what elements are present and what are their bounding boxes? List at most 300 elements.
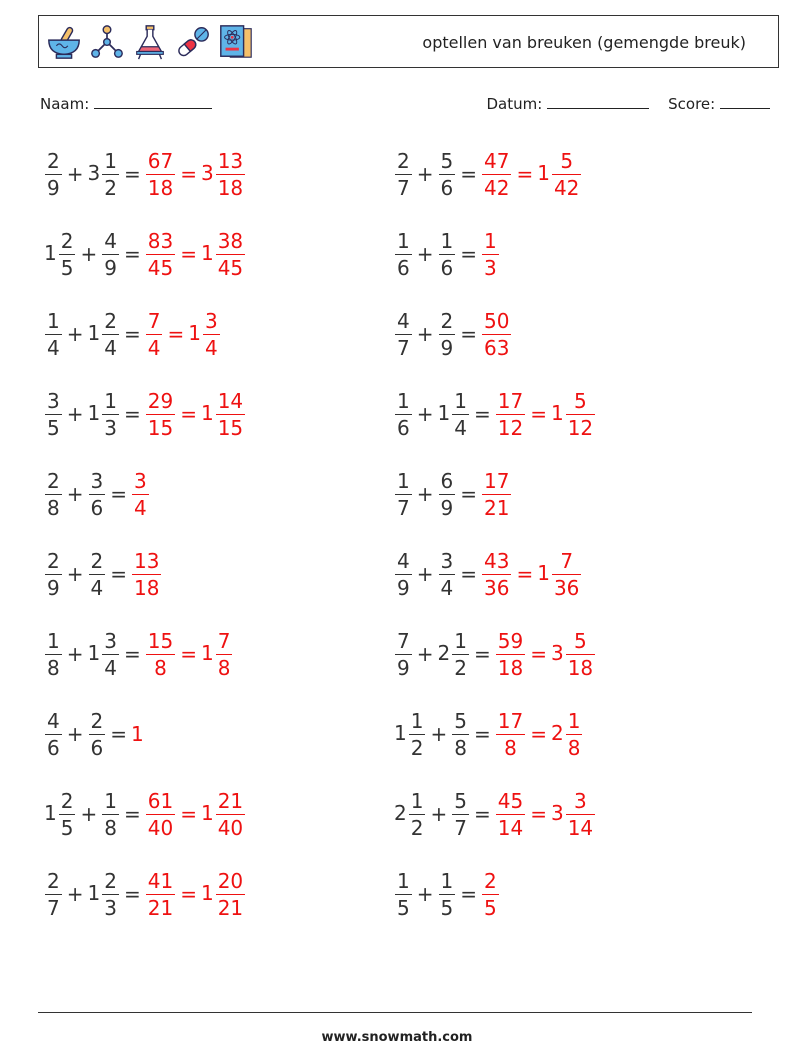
denominator: 21 xyxy=(217,895,244,920)
fraction xyxy=(45,708,62,760)
worksheet-title: optellen van breuken (gemengde breuk) xyxy=(422,33,746,52)
answer xyxy=(131,722,145,746)
denominator: 6 xyxy=(90,735,104,760)
problem-item xyxy=(44,464,150,524)
plus-sign: + xyxy=(66,562,84,586)
fraction xyxy=(496,788,525,840)
answer-improper xyxy=(145,228,176,280)
denominator: 36 xyxy=(553,575,580,600)
answer-equals-sign: = xyxy=(180,402,197,426)
fraction xyxy=(146,868,175,920)
denominator: 40 xyxy=(217,815,244,840)
answer-equals-sign: = xyxy=(530,402,547,426)
numerator: 4 xyxy=(104,228,117,253)
fraction xyxy=(45,628,62,680)
numerator: 3 xyxy=(204,308,218,333)
denominator: 9 xyxy=(397,655,410,680)
fraction xyxy=(482,148,511,200)
numerator: 2 xyxy=(47,548,60,573)
answer-improper xyxy=(481,868,500,920)
answer xyxy=(145,228,246,280)
addend-1 xyxy=(394,628,413,680)
fraction xyxy=(216,788,245,840)
fraction xyxy=(102,228,119,280)
numerator: 50 xyxy=(484,308,510,333)
addend-1 xyxy=(44,708,63,760)
addend-2 xyxy=(438,228,457,280)
answer-mixed xyxy=(537,548,582,600)
addend-1 xyxy=(44,148,63,200)
fraction xyxy=(395,148,412,200)
fraction xyxy=(45,308,62,360)
answer xyxy=(495,628,596,680)
name-blank[interactable] xyxy=(94,95,212,109)
fraction xyxy=(439,548,456,600)
equals-sign: = xyxy=(123,642,141,666)
fraction xyxy=(452,788,469,840)
whole-number: 1 xyxy=(87,320,101,345)
denominator: 2 xyxy=(410,735,424,760)
addend-2 xyxy=(101,228,120,280)
answer-mixed xyxy=(200,788,246,840)
answer xyxy=(495,708,584,760)
answer-mixed xyxy=(550,628,596,680)
fraction xyxy=(45,548,62,600)
fraction xyxy=(496,388,525,440)
problem-item xyxy=(44,224,246,284)
answer-improper xyxy=(481,468,512,520)
numerator: 38 xyxy=(217,228,244,253)
date-score-fields xyxy=(486,95,770,113)
addend-2 xyxy=(451,708,470,760)
answer xyxy=(131,468,150,520)
numerator: 29 xyxy=(147,388,174,413)
problem-item xyxy=(44,384,246,444)
denominator: 7 xyxy=(397,175,410,200)
addend-1 xyxy=(44,868,63,920)
denominator: 63 xyxy=(484,335,510,360)
fraction xyxy=(566,708,583,760)
answer xyxy=(481,308,512,360)
numerator: 1 xyxy=(567,708,581,733)
numerator: 3 xyxy=(47,388,60,413)
problem-item xyxy=(394,464,512,524)
answer-improper xyxy=(145,388,176,440)
answer xyxy=(145,868,246,920)
answer xyxy=(145,388,246,440)
fraction xyxy=(496,708,525,760)
numerator: 45 xyxy=(497,788,524,813)
answer-mixed xyxy=(200,868,246,920)
numerator: 1 xyxy=(47,308,60,333)
denominator: 4 xyxy=(104,655,117,680)
answer-equals-sign: = xyxy=(167,322,185,346)
plus-sign: + xyxy=(416,482,434,506)
fraction xyxy=(45,148,62,200)
denominator: 8 xyxy=(154,655,167,680)
answer xyxy=(481,548,582,600)
addend-1 xyxy=(394,708,426,760)
footer-url: www.snowmath.com xyxy=(321,1030,473,1045)
denominator: 45 xyxy=(217,255,244,280)
fraction xyxy=(439,148,456,200)
addend-2 xyxy=(451,788,470,840)
equals-sign: = xyxy=(123,322,141,346)
fraction xyxy=(216,388,245,440)
numerator: 7 xyxy=(147,308,161,333)
fraction xyxy=(496,628,525,680)
denominator: 18 xyxy=(497,655,524,680)
answer-equals-sign: = xyxy=(516,562,534,586)
denominator: 9 xyxy=(397,575,410,600)
numerator: 7 xyxy=(560,548,574,573)
header-icons xyxy=(45,20,255,64)
fraction xyxy=(59,228,76,280)
answer-improper xyxy=(495,628,526,680)
answer-equals-sign: = xyxy=(180,882,197,906)
problem-item xyxy=(394,624,596,684)
problem-item xyxy=(394,384,596,444)
denominator: 42 xyxy=(553,175,580,200)
fraction xyxy=(89,548,106,600)
denominator: 21 xyxy=(147,895,174,920)
numerator: 4 xyxy=(397,308,410,333)
whole-number: 1 xyxy=(200,800,214,825)
whole-number: 3 xyxy=(550,800,564,825)
answer-equals-sign: = xyxy=(180,162,197,186)
denominator: 4 xyxy=(47,335,60,360)
denominator: 4 xyxy=(454,415,467,440)
flask-icon xyxy=(131,22,169,62)
problem-item xyxy=(44,144,246,204)
numerator: 15 xyxy=(147,628,174,653)
whole-number: 1 xyxy=(200,240,214,265)
denominator: 12 xyxy=(497,415,524,440)
problem-item xyxy=(394,304,512,364)
fraction xyxy=(395,228,412,280)
denominator: 18 xyxy=(147,175,174,200)
denominator: 4 xyxy=(104,335,117,360)
addend-1 xyxy=(44,548,63,600)
equals-sign: = xyxy=(473,642,491,666)
fraction xyxy=(482,308,511,360)
denominator: 2 xyxy=(104,175,117,200)
denominator: 3 xyxy=(484,255,497,280)
problem-item xyxy=(394,224,500,284)
answer-equals-sign: = xyxy=(180,642,197,666)
fraction xyxy=(482,468,511,520)
fraction xyxy=(395,548,412,600)
score-blank[interactable] xyxy=(720,95,770,109)
whole-number: 1 xyxy=(550,400,564,425)
plus-sign: + xyxy=(66,402,84,426)
answer-improper xyxy=(495,788,526,840)
fraction xyxy=(439,468,456,520)
problem-item xyxy=(44,864,246,924)
answer xyxy=(495,788,596,840)
whole-number: 1 xyxy=(200,400,214,425)
fraction xyxy=(132,468,149,520)
answer xyxy=(145,148,246,200)
whole-number: 1 xyxy=(537,160,550,185)
fraction xyxy=(482,868,499,920)
denominator: 9 xyxy=(104,255,117,280)
denominator: 9 xyxy=(47,575,60,600)
plus-sign: + xyxy=(416,322,434,346)
addend-2 xyxy=(88,468,107,520)
numerator: 2 xyxy=(484,868,497,893)
numerator: 1 xyxy=(47,628,60,653)
equals-sign: = xyxy=(473,722,491,746)
plus-sign: + xyxy=(66,642,84,666)
answer-improper xyxy=(481,228,500,280)
numerator: 1 xyxy=(397,868,410,893)
fraction xyxy=(132,548,161,600)
numerator: 1 xyxy=(410,788,424,813)
whole-number: 3 xyxy=(200,160,214,185)
fraction xyxy=(203,308,220,360)
denominator: 14 xyxy=(497,815,524,840)
plus-sign: + xyxy=(416,402,434,426)
fraction xyxy=(45,468,62,520)
answer-mixed xyxy=(537,148,582,200)
numerator: 2 xyxy=(47,468,60,493)
denominator: 6 xyxy=(90,495,104,520)
equals-sign: = xyxy=(460,162,477,186)
answer-equals-sign: = xyxy=(530,802,547,826)
denominator: 4 xyxy=(90,575,104,600)
denominator: 5 xyxy=(440,895,454,920)
fraction xyxy=(395,468,412,520)
addend-2 xyxy=(437,628,470,680)
fraction xyxy=(439,228,456,280)
denominator: 6 xyxy=(397,415,410,440)
date-label: Datum: xyxy=(486,95,543,113)
numerator: 67 xyxy=(147,148,174,173)
denominator: 7 xyxy=(454,815,467,840)
whole-number: 1 xyxy=(87,880,101,905)
numerator: 1 xyxy=(397,468,410,493)
equals-sign: = xyxy=(123,882,141,906)
plus-sign: + xyxy=(80,802,98,826)
denominator: 7 xyxy=(397,335,410,360)
plus-sign: + xyxy=(416,162,434,186)
equals-sign: = xyxy=(473,802,491,826)
answer-improper xyxy=(145,868,176,920)
problem-item xyxy=(44,304,221,364)
denominator: 9 xyxy=(440,495,454,520)
fraction xyxy=(59,788,76,840)
denominator: 12 xyxy=(567,415,594,440)
addend-2 xyxy=(438,868,457,920)
name-field xyxy=(40,95,212,113)
denominator: 3 xyxy=(104,895,117,920)
numerator: 2 xyxy=(60,228,74,253)
whole-number: 1 xyxy=(537,560,550,585)
numerator: 1 xyxy=(454,388,467,413)
fraction xyxy=(395,868,412,920)
fraction xyxy=(552,148,581,200)
denominator: 7 xyxy=(397,495,410,520)
fraction xyxy=(89,468,106,520)
fraction xyxy=(146,148,175,200)
pills-icon xyxy=(174,22,212,62)
numerator: 17 xyxy=(497,708,524,733)
denominator: 45 xyxy=(147,255,174,280)
fraction xyxy=(452,388,469,440)
numerator: 2 xyxy=(397,148,410,173)
addend-1 xyxy=(44,388,63,440)
equals-sign: = xyxy=(460,322,477,346)
science-book-icon xyxy=(217,22,255,62)
numerator: 5 xyxy=(574,388,587,413)
equals-sign: = xyxy=(110,562,127,586)
worksheet-header xyxy=(38,15,779,68)
addend-1 xyxy=(394,148,413,200)
numerator: 1 xyxy=(104,388,117,413)
addend-1 xyxy=(394,388,413,440)
denominator: 18 xyxy=(217,175,244,200)
equals-sign: = xyxy=(123,162,141,186)
denominator: 8 xyxy=(47,655,60,680)
fraction xyxy=(102,308,119,360)
denominator: 4 xyxy=(204,335,218,360)
denominator: 9 xyxy=(47,175,60,200)
addend-2 xyxy=(87,388,120,440)
fraction xyxy=(146,308,163,360)
denominator: 5 xyxy=(60,815,74,840)
answer-improper xyxy=(481,548,512,600)
numerator: 13 xyxy=(217,148,244,173)
denominator: 9 xyxy=(440,335,454,360)
addend-1 xyxy=(394,788,426,840)
denominator: 8 xyxy=(47,495,60,520)
denominator: 8 xyxy=(104,815,117,840)
numerator: 59 xyxy=(497,628,524,653)
answer-equals-sign: = xyxy=(516,162,534,186)
fraction xyxy=(45,388,62,440)
numerator: 2 xyxy=(60,788,74,813)
addend-2 xyxy=(88,548,107,600)
numerator: 20 xyxy=(217,868,244,893)
denominator: 40 xyxy=(147,815,174,840)
answer-equals-sign: = xyxy=(180,242,197,266)
numerator: 21 xyxy=(217,788,244,813)
numerator: 1 xyxy=(397,388,410,413)
addend-1 xyxy=(394,308,413,360)
addend-1 xyxy=(44,788,76,840)
score-label: Score: xyxy=(668,95,716,113)
whole-number: 1 xyxy=(44,800,57,825)
numerator: 4 xyxy=(397,548,410,573)
footer-divider xyxy=(38,1012,752,1013)
fraction xyxy=(409,708,426,760)
whole-number: 1 xyxy=(437,400,451,425)
numerator: 4 xyxy=(47,708,60,733)
problem-item xyxy=(394,864,500,924)
numerator: 3 xyxy=(90,468,104,493)
answer-improper xyxy=(495,388,526,440)
plus-sign: + xyxy=(80,242,98,266)
problem-item xyxy=(394,704,583,764)
plus-sign: + xyxy=(430,722,448,746)
numerator: 2 xyxy=(104,308,117,333)
numerator: 14 xyxy=(217,388,244,413)
numerator: 2 xyxy=(90,708,104,733)
equals-sign: = xyxy=(110,722,127,746)
numerator: 6 xyxy=(440,468,454,493)
answer xyxy=(145,628,234,680)
fraction xyxy=(552,548,581,600)
answer-mixed xyxy=(200,628,233,680)
fraction xyxy=(216,228,245,280)
numerator: 2 xyxy=(104,868,117,893)
equals-sign: = xyxy=(123,242,141,266)
mortar-pestle-icon xyxy=(45,22,83,62)
addend-1 xyxy=(44,628,63,680)
numerator: 2 xyxy=(47,868,60,893)
denominator: 6 xyxy=(397,255,410,280)
denominator: 14 xyxy=(567,815,594,840)
answer xyxy=(145,308,221,360)
whole-number: 3 xyxy=(550,640,564,665)
fraction xyxy=(216,868,245,920)
answer-mixed xyxy=(550,388,596,440)
fraction xyxy=(439,308,456,360)
answer xyxy=(481,148,582,200)
numerator: 5 xyxy=(574,628,587,653)
numerator: 2 xyxy=(440,308,454,333)
problem-item xyxy=(394,784,596,844)
denominator: 15 xyxy=(217,415,244,440)
numerator: 2 xyxy=(47,148,60,173)
whole-number: 1 xyxy=(44,240,57,265)
fraction xyxy=(45,868,62,920)
denominator: 5 xyxy=(484,895,497,920)
fraction xyxy=(566,388,595,440)
answer-improper xyxy=(145,628,176,680)
answer-improper xyxy=(495,708,526,760)
denominator: 7 xyxy=(47,895,60,920)
plus-sign: + xyxy=(416,642,434,666)
fraction xyxy=(146,228,175,280)
equals-sign: = xyxy=(460,242,477,266)
plus-sign: + xyxy=(416,562,434,586)
equals-sign: = xyxy=(460,882,477,906)
fraction xyxy=(216,148,245,200)
fraction xyxy=(102,788,119,840)
fraction xyxy=(146,788,175,840)
addend-2 xyxy=(87,628,120,680)
plus-sign: + xyxy=(416,242,434,266)
equals-sign: = xyxy=(123,402,141,426)
date-blank[interactable] xyxy=(547,95,649,109)
answer xyxy=(481,228,500,280)
plus-sign: + xyxy=(66,722,84,746)
denominator: 4 xyxy=(147,335,161,360)
numerator: 43 xyxy=(484,548,510,573)
fraction xyxy=(566,788,595,840)
equals-sign: = xyxy=(460,562,477,586)
answer xyxy=(131,548,162,600)
answer xyxy=(481,468,512,520)
whole-number: 1 xyxy=(87,400,101,425)
answer-mixed xyxy=(200,148,246,200)
denominator: 2 xyxy=(454,655,467,680)
name-label: Naam: xyxy=(40,95,90,113)
answer-improper xyxy=(131,468,150,520)
answer-improper xyxy=(481,148,512,200)
